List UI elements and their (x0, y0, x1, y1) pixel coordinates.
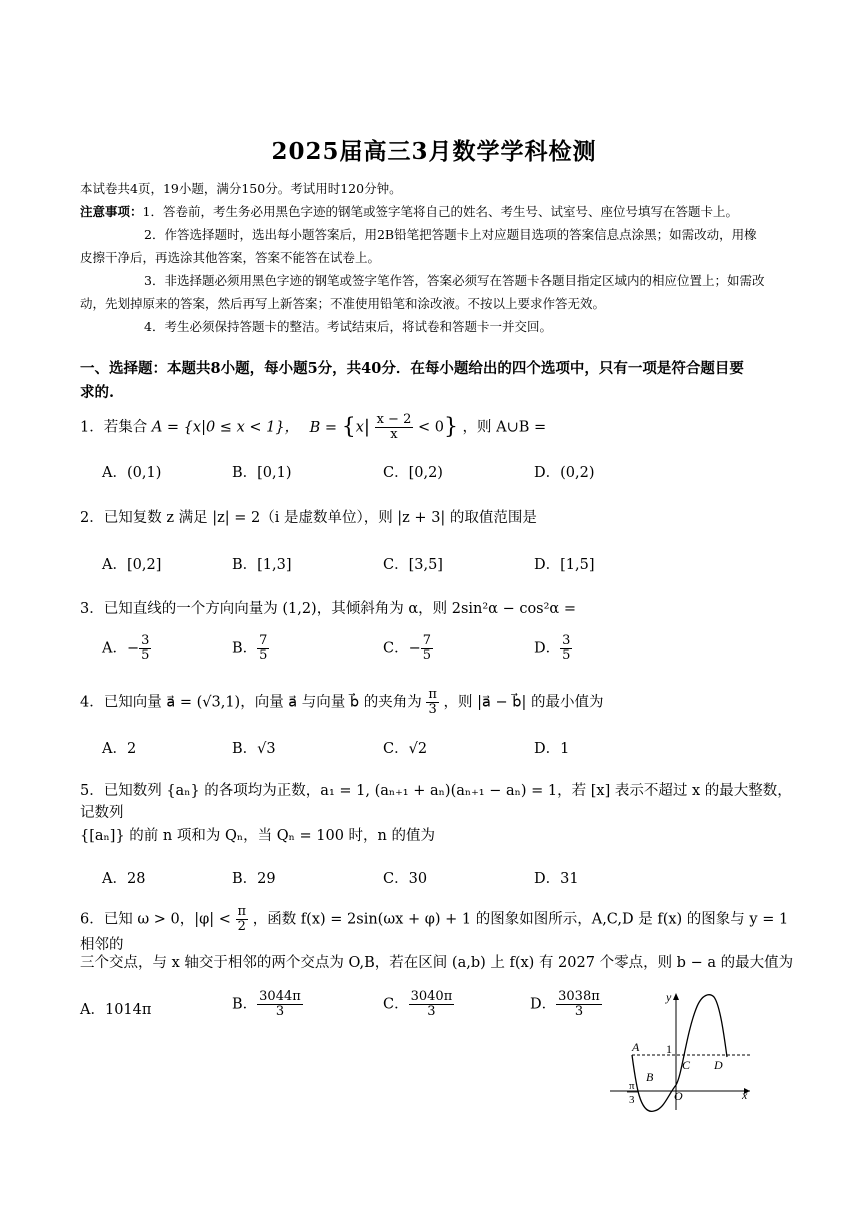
q6-option-d[interactable] (530, 990, 602, 1019)
q2-option-b[interactable]: B．[1,3] (232, 557, 292, 573)
q3-option-a[interactable] (102, 634, 151, 663)
q3-c-frac (421, 634, 433, 663)
section-heading (80, 357, 800, 405)
q6-c-num: 3040π (410, 989, 453, 1004)
graph-point-c: C (682, 1058, 691, 1072)
q3-c-label: C． (383, 640, 409, 657)
q6-option-a[interactable] (80, 998, 151, 1019)
q3-a-num: 3 (141, 633, 150, 648)
q5-option-a[interactable]: A．28 (102, 871, 146, 887)
y-axis-arrow (673, 993, 679, 1000)
exam-intro: 本试卷共4页，19小题，满分150分。考试用时120分钟。 (80, 181, 402, 196)
graph-point-b: B (646, 1070, 654, 1084)
q3-b-frac (257, 634, 269, 663)
q6-option-c[interactable] (383, 990, 454, 1019)
q1-option-b[interactable]: B．[0,1) (232, 465, 292, 481)
q5-option-d[interactable]: D．31 (534, 871, 579, 887)
note-2b: 皮擦干净后，再选涂其他答案，答案不能答在试卷上。 (80, 250, 381, 265)
graph-origin: O (674, 1089, 683, 1103)
q6-fraction (236, 905, 249, 934)
graph-neg-den: 3 (629, 1094, 635, 1106)
q6-d-den: 3 (574, 1004, 584, 1019)
section-heading-line2: 求的. (80, 384, 115, 401)
q6-a-label: A．1014π (80, 1002, 152, 1018)
q1-frac-num: x − 2 (376, 412, 412, 427)
q6-d-label: D． (530, 996, 557, 1013)
q3-d-den: 5 (562, 648, 571, 663)
q3-b-den: 5 (259, 648, 268, 663)
graph-point-d: D (714, 1058, 723, 1072)
q4-option-d[interactable]: D．1 (534, 741, 570, 757)
q6-b-den: 3 (275, 1004, 285, 1019)
notes-block (80, 200, 800, 338)
q3-c-num: 7 (422, 633, 432, 648)
graph-neg-num: π (629, 1080, 635, 1092)
note-3a: 3．非选择题必须用黑色字迹的钢笔或签字笔作答，答案必须写在答题卡各题目指定区域内的相应位置上；如需改 (144, 273, 765, 288)
question-5-stem-line2: {[aₙ]} 的前 n 项和为 Qₙ，当 Qₙ = 100 时，n 的值为 (80, 828, 435, 844)
q4-frac-den: 3 (428, 702, 437, 717)
q6-b-label: B． (232, 996, 258, 1013)
q1-option-d[interactable]: D．(0,2) (534, 465, 595, 481)
q4-frac-num: π (428, 687, 437, 702)
q6-frac-num: π (237, 904, 247, 919)
q1-option-a[interactable]: A．(0,1) (102, 465, 162, 481)
q4-option-c[interactable]: C．√2 (383, 741, 428, 757)
q3-d-label: D． (534, 640, 561, 657)
note-1-text: 1．答卷前，考生务必用黑色字迹的钢笔或签字笔将自己的姓名、考生号、试室号、座位号填写在答题卡上。 (142, 204, 738, 219)
q4-option-b[interactable]: B．√3 (232, 741, 276, 757)
note-4: 4．考生必须保持答题卡的整洁。考试结束后，将试卷和答题卡一并交回。 (144, 319, 552, 334)
q5-option-c[interactable]: C．30 (383, 871, 428, 887)
q1-fraction (375, 413, 414, 442)
q1-stem-a: 1．若集合 (80, 419, 148, 436)
q3-option-c[interactable] (383, 634, 433, 663)
graph-neg-sign: − (619, 1084, 626, 1098)
q3-d-frac (560, 634, 572, 663)
q2-option-a[interactable]: A．[0,2] (102, 557, 162, 573)
q6-b-frac (257, 990, 303, 1019)
q6-c-den: 3 (427, 1004, 436, 1019)
q1-set-a: A = {x|0 ≤ x < 1}， (151, 419, 300, 436)
page-title: 2025届高三3月数学学科检测 (271, 138, 597, 165)
graph-x-label: x (742, 1088, 748, 1102)
q1-frac-den: x (390, 427, 398, 442)
question-5-stem-line1: 5．已知数列 {aₙ} 的各项均为正数，a₁ = 1, (aₙ₊₁ + aₙ)(aₙ₊₁ − aₙ) = 1，若 [x] 表示不超过 x 的最大整数，记数列 (80, 783, 792, 821)
q6-c-frac (409, 990, 455, 1019)
q2-option-d[interactable]: D．[1,5] (534, 557, 595, 573)
q3-c-den: 5 (422, 648, 432, 663)
q6-b-num: 3044π (259, 989, 301, 1004)
q3-option-d[interactable] (534, 634, 572, 663)
q6-stem-1b: ，函数 f(x) = 2sin(ωx + φ) + 1 的图象如图所示，A,C,D 是 f(x) 的图象与 y = 1 相邻的 (80, 911, 789, 953)
q3-b-label: B． (232, 640, 258, 657)
question-6-stem-line1 (80, 905, 800, 956)
q3-a-den: 5 (141, 648, 150, 663)
notes-label: 注意事项： (80, 204, 143, 219)
q4-option-a[interactable]: A．2 (102, 741, 137, 757)
question-2-stem: 2．已知复数 z 满足 |z| = 2（i 是虚数单位），则 |z + 3| 的取值范围是 (80, 510, 537, 526)
q6-frac-den: 2 (237, 919, 246, 934)
section-heading-line1: 一、选择题：本题共8小题，每小题5分，共40分．在每小题给出的四个选项中，只有一项是符合题目要 (80, 360, 744, 377)
q3-a-frac (139, 634, 151, 663)
q4-stem-a: 4．已知向量 a⃗ = (√3,1)，向量 a⃗ 与向量 b⃗ 的夹角为 (80, 694, 422, 711)
q1-set-b-lhs: B = (309, 419, 342, 436)
q6-d-frac (556, 990, 602, 1019)
q6-graph (610, 985, 770, 1115)
q3-a-sign: − (126, 640, 140, 657)
q5-option-b[interactable]: B．29 (232, 871, 276, 887)
q3-c-sign: − (408, 640, 421, 657)
note-1 (80, 200, 800, 223)
q6-c-label: C． (383, 996, 409, 1013)
graph-one-label: 1 (666, 1042, 672, 1056)
q3-b-num: 7 (259, 633, 268, 648)
q1-option-c[interactable]: C．[0,2) (383, 465, 443, 481)
q3-d-num: 3 (562, 633, 571, 648)
question-6-stem-line2: 三个交点，与 x 轴交于相邻的两个交点为 O,B，若在区间 (a,b) 上 f(x) 有 2027 个零点，则 b − a 的最大值为 (80, 955, 794, 971)
question-1-stem: 1．若集合 A = {x|0 ≤ x < 1}， B = {x| $\frac{x - 2}{x}$ < 0} ，则 A∪B = (80, 412, 547, 442)
note-2a: 2．作答选择题时，选出每小题答案后，用2B铅笔把答题卡上对应题目选项的答案信息点涂黑；如需改动，用橡 (144, 227, 757, 242)
graph-point-a: A (632, 1040, 640, 1054)
q3-a-label: A． (102, 640, 127, 657)
q1-stem-d: ，则 A∪B = (462, 419, 547, 436)
q6-d-num: 3038π (558, 989, 600, 1004)
q4-stem-b: ，则 |a⃗ − b⃗| 的最小值为 (443, 694, 604, 711)
q3-option-b[interactable] (232, 634, 269, 663)
q6-stem-1a: 6．已知 ω > 0，|φ| < (80, 911, 231, 928)
graph-y-label: y (666, 990, 672, 1004)
note-3b: 动，先划掉原来的答案，然后再写上新答案；不准使用铅笔和涂改液。不按以上要求作答无效。 (80, 296, 606, 311)
question-4-stem (80, 688, 800, 717)
q6-option-b[interactable] (232, 990, 303, 1019)
question-3-stem: 3．已知直线的一个方向向量为 (1,2)，其倾斜角为 α，则 2sin²α − cos²α = (80, 601, 576, 617)
q2-option-c[interactable]: C．[3,5] (383, 557, 443, 573)
q4-fraction (426, 688, 439, 717)
